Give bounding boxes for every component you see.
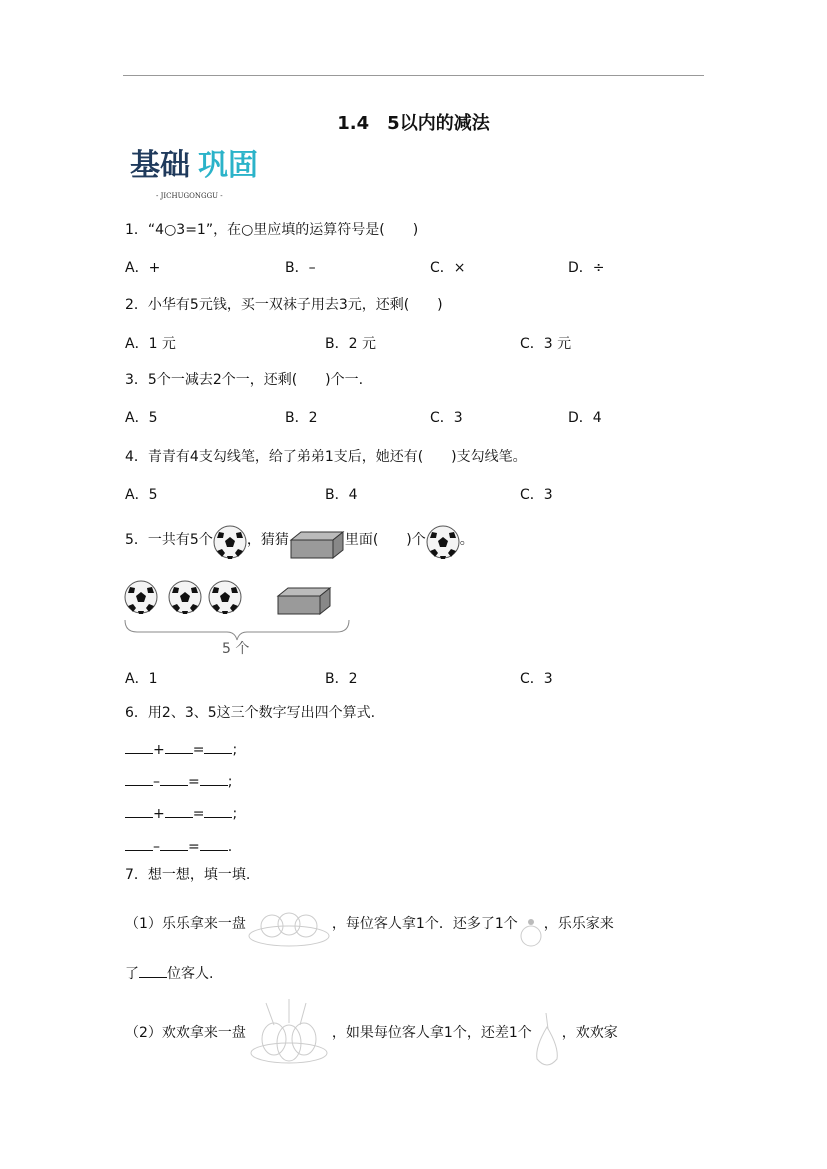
svg-text:巩固: 巩固 (198, 148, 258, 183)
q2-option-b[interactable]: B．2 元 (325, 336, 376, 352)
q5-text-1: 5．一共有5个 (125, 532, 213, 548)
q5-text-4: 。 (459, 532, 474, 548)
answer-blank[interactable] (204, 803, 232, 818)
question-6: 6．用2、3、5这三个数字写出四个算式. (125, 705, 376, 721)
brace-label: 5 个 (222, 641, 250, 657)
q5-option-c[interactable]: C．3 (520, 671, 553, 687)
q2-option-c[interactable]: C．3 元 (520, 336, 572, 352)
operator: + (153, 806, 165, 822)
q3-option-c[interactable]: C．3 (430, 410, 463, 426)
q7-p1-text-1: （1）乐乐拿来一盘 (125, 916, 246, 932)
soccer-ball-icon (209, 581, 241, 614)
question-7: 7．想一想，填一填. (125, 867, 251, 883)
soccer-ball-icon (213, 524, 247, 560)
q7-p1-text-3: ，乐乐家来 (543, 916, 614, 932)
svg-text:- JICHUGONGGU -: - JICHUGONGGU - (156, 192, 223, 200)
question-4: 4．青青有4支勾线笔，给了弟弟1支后，她还有( )支勾线笔。 (125, 449, 527, 465)
equals-sign: = (188, 839, 200, 855)
equals-sign: = (188, 774, 200, 790)
plate-of-pears-image (246, 995, 332, 1071)
page-title: 1.4 5以内的减法 (337, 113, 490, 134)
punctuation: ; (232, 806, 238, 822)
soccer-ball-icon (426, 524, 460, 560)
brace (125, 620, 349, 640)
question-3: 3．5个一减去2个一，还剩( )个一. (125, 372, 364, 388)
answer-blank[interactable] (125, 803, 153, 818)
q7-part-1-line-2 (125, 963, 213, 983)
q7-p1-text-4: 了 (125, 966, 139, 982)
pear-icon (532, 1011, 562, 1071)
soccer-ball-icon (125, 581, 157, 614)
answer-blank[interactable] (125, 739, 153, 754)
answer-blank[interactable] (160, 836, 188, 851)
q4-option-a[interactable]: A．5 (125, 487, 158, 503)
soccer-ball-icon (169, 581, 201, 614)
q3-option-d[interactable]: D．4 (568, 410, 602, 426)
q7-part-1 (125, 900, 614, 948)
q2-option-a[interactable]: A．1 元 (125, 336, 176, 352)
q6-equation-row (125, 803, 237, 823)
q7-p2-text-3: ，欢欢家 (561, 1025, 618, 1041)
operator: + (153, 742, 165, 758)
q1-option-d[interactable]: D．÷ (568, 260, 605, 276)
q3-option-a[interactable]: A．5 (125, 410, 158, 426)
apple-icon (518, 908, 544, 948)
q6-equation-row (125, 739, 237, 759)
q4-option-b[interactable]: B．4 (325, 487, 358, 503)
section-logo (130, 146, 280, 202)
answer-blank[interactable] (139, 963, 167, 978)
svg-text:基础: 基础 (130, 148, 190, 183)
operator: – (153, 839, 160, 855)
answer-blank[interactable] (200, 836, 228, 851)
answer-blank[interactable] (125, 771, 153, 786)
box-icon (278, 588, 330, 614)
equals-sign: = (192, 742, 205, 758)
punctuation: ; (227, 774, 233, 790)
answer-blank[interactable] (204, 739, 232, 754)
q7-p1-text-2: ，每位客人拿1个．还多了1个 (331, 916, 518, 932)
answer-blank[interactable] (125, 836, 153, 851)
question-1: 1．“4○3=1”，在○里应填的运算符号是( ) (125, 222, 419, 238)
question-5 (125, 520, 474, 560)
q6-equation-row (125, 836, 232, 856)
answer-blank[interactable] (165, 803, 193, 818)
q1-option-a[interactable]: A．+ (125, 260, 161, 276)
q5-option-b[interactable]: B．2 (325, 671, 358, 687)
box-icon (289, 530, 345, 560)
q7-part-2 (125, 995, 618, 1071)
q1-option-b[interactable]: B．– (285, 260, 316, 276)
operator: – (153, 774, 160, 790)
q7-p2-text-2: ，如果每位客人拿1个，还差1个 (331, 1025, 532, 1041)
question-2: 2．小华有5元钱，买一双袜子用去3元，还剩( ) (125, 297, 443, 313)
q5-text-2: ，猜猜 (246, 532, 289, 548)
punctuation: ; (232, 742, 238, 758)
q5-text-3: 里面( )个 (344, 532, 426, 548)
q5-option-a[interactable]: A．1 (125, 671, 158, 687)
q7-p1-text-5: 位客人. (167, 966, 214, 982)
answer-blank[interactable] (165, 739, 193, 754)
q6-equation-row (125, 771, 232, 791)
q3-option-b[interactable]: B．2 (285, 410, 318, 426)
answer-blank[interactable] (200, 771, 228, 786)
equals-sign: = (192, 806, 205, 822)
header-rule (123, 75, 704, 76)
q4-option-c[interactable]: C．3 (520, 487, 553, 503)
q7-p2-text-1: （2）欢欢拿来一盘 (125, 1025, 246, 1041)
answer-blank[interactable] (160, 771, 188, 786)
q1-option-c[interactable]: C．× (430, 260, 466, 276)
punctuation: . (227, 839, 233, 855)
plate-of-apples-image (246, 900, 332, 948)
